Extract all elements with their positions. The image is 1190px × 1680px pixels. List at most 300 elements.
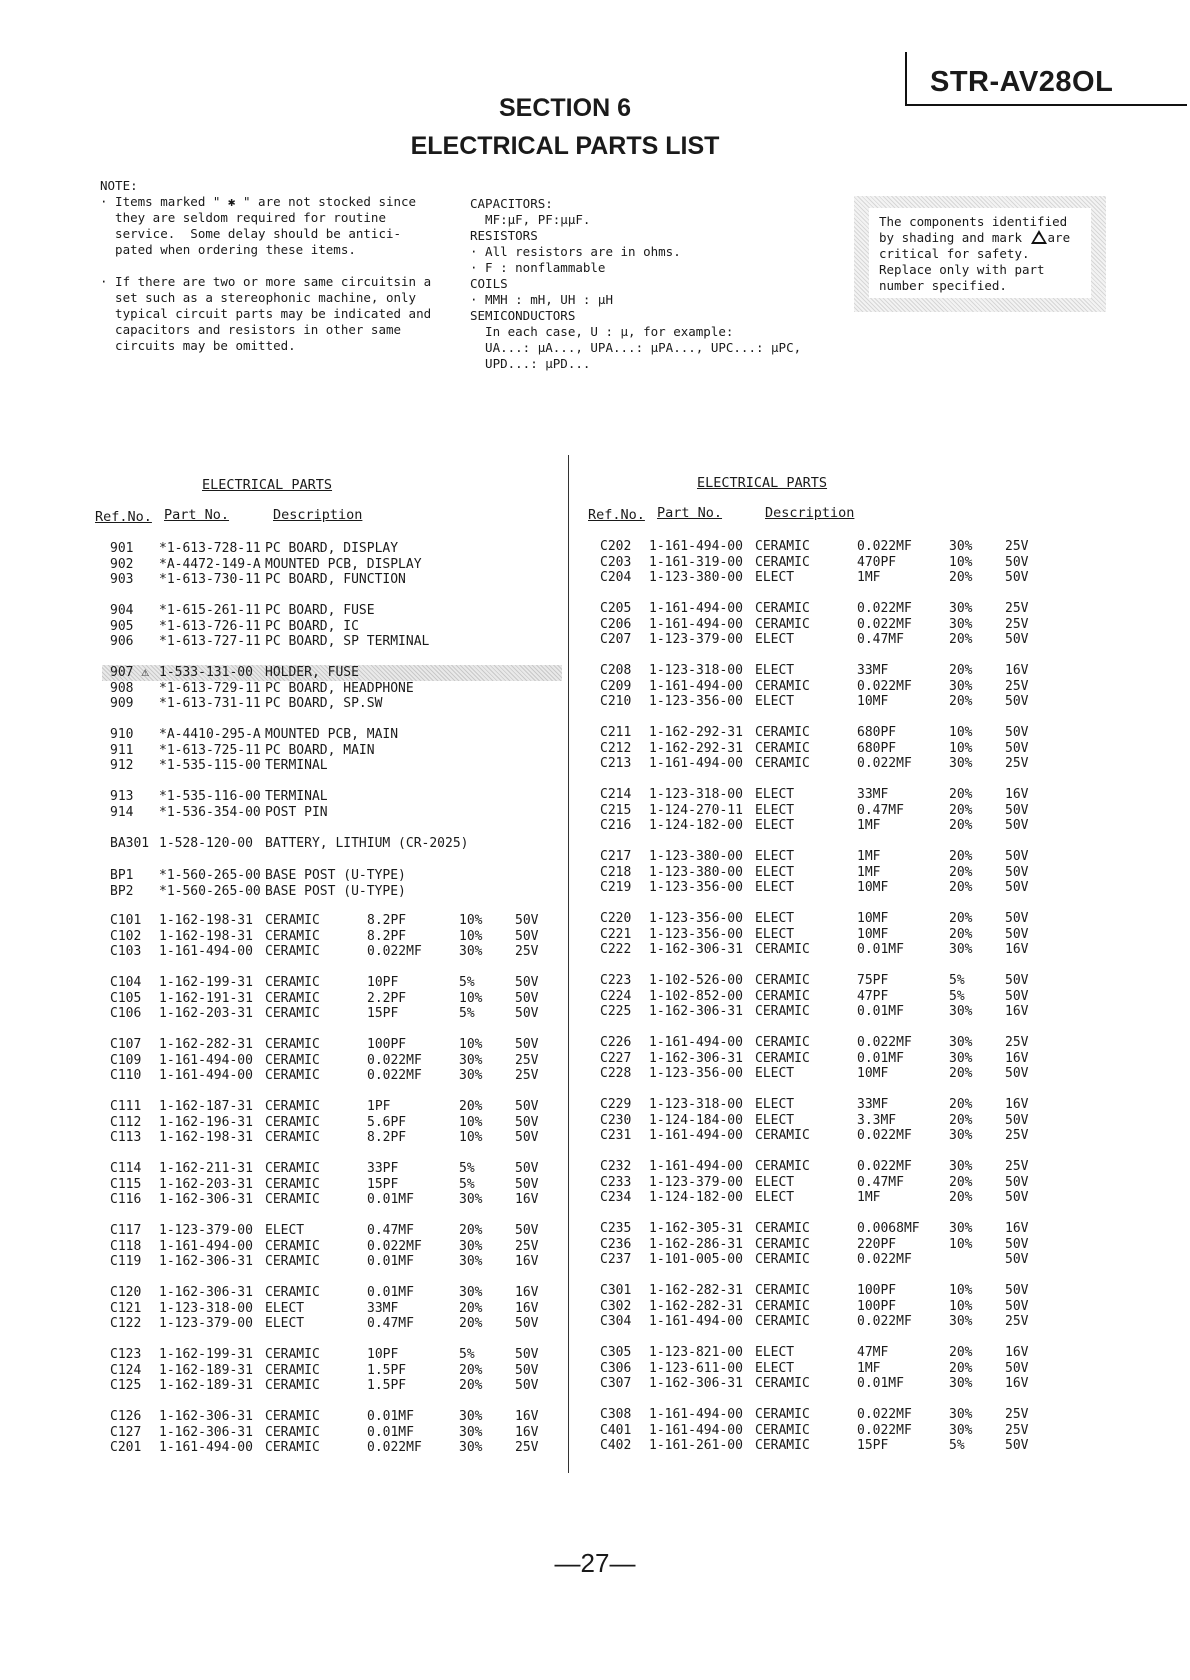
parts-row — [102, 789, 562, 805]
parts-row — [592, 539, 1052, 555]
safety-note-inner — [869, 208, 1091, 298]
value: 0.022MF — [367, 1068, 422, 1084]
ref-no: C118 — [110, 1238, 142, 1254]
tolerance: 30% — [459, 1052, 483, 1068]
parts-row — [102, 665, 562, 681]
tolerance: 20% — [949, 926, 973, 942]
tolerance: 30% — [459, 1409, 483, 1424]
voltage: 25V — [1005, 1422, 1029, 1438]
voltage: 50V — [1005, 1174, 1029, 1190]
part-no: *1-615-261-11 — [159, 603, 261, 618]
description: CERAMIC — [265, 1424, 320, 1440]
voltage: 50V — [1005, 1438, 1029, 1454]
value: 3.3MF — [857, 1112, 897, 1128]
value: 33MF — [367, 1300, 399, 1316]
voltage: 50V — [1005, 1236, 1029, 1252]
part-no: *1-560-265-00 — [159, 883, 261, 899]
value: 8.2PF — [367, 913, 407, 928]
tolerance: 5% — [459, 975, 475, 990]
description: CERAMIC — [265, 975, 320, 990]
part-no: 1-162-292-31 — [649, 725, 743, 740]
part-no: 1-161-494-00 — [649, 1159, 743, 1174]
tolerance: 10% — [459, 913, 483, 928]
ref-no: C227 — [600, 1050, 632, 1066]
value: 0.01MF — [857, 1004, 904, 1020]
part-no: 1-161-494-00 — [649, 539, 743, 554]
part-no: 1-161-494-00 — [159, 944, 253, 960]
ref-no: C224 — [600, 988, 632, 1004]
voltage: 50V — [515, 1161, 539, 1176]
value: 1MF — [857, 864, 881, 880]
voltage: 50V — [1005, 988, 1029, 1004]
tolerance: 10% — [459, 928, 483, 944]
value: 100PF — [857, 1283, 897, 1298]
voltage: 50V — [1005, 632, 1029, 648]
ref-no: BA301 — [110, 836, 150, 851]
part-no: 1-162-306-31 — [159, 1409, 253, 1424]
description: CERAMIC — [755, 616, 810, 632]
voltage: 50V — [515, 1130, 539, 1146]
value: 0.022MF — [857, 1035, 912, 1050]
description: CERAMIC — [265, 1440, 320, 1456]
ref-no: C402 — [600, 1438, 632, 1454]
parts-row — [592, 880, 1052, 896]
value: 10MF — [857, 694, 889, 710]
part-no: *1-613-728-11 — [159, 541, 261, 556]
ref-no: C103 — [110, 944, 142, 960]
parts-row — [102, 1316, 562, 1332]
voltage: 16V — [1005, 1376, 1029, 1392]
parts-row — [592, 1004, 1052, 1020]
tolerance: 20% — [949, 787, 973, 802]
ref-no: C210 — [600, 694, 632, 710]
ref-no: C218 — [600, 864, 632, 880]
voltage: 25V — [1005, 1159, 1029, 1174]
description: ELECT — [755, 880, 795, 896]
description: CERAMIC — [265, 1362, 320, 1378]
tolerance: 20% — [949, 818, 973, 834]
parts-row — [102, 1440, 562, 1456]
voltage: 50V — [515, 1099, 539, 1114]
value: 0.47MF — [857, 632, 904, 648]
part-no: 1-123-379-00 — [649, 632, 743, 648]
value: 1.5PF — [367, 1378, 407, 1394]
tolerance: 5% — [459, 1161, 475, 1176]
description: CERAMIC — [265, 1006, 320, 1022]
tolerance: 30% — [459, 944, 483, 960]
parts-row — [102, 696, 562, 712]
value: 15PF — [367, 1176, 399, 1192]
ref-no: C106 — [110, 1006, 142, 1022]
value: 470PF — [857, 554, 897, 570]
parts-row — [102, 1037, 562, 1053]
parts-row — [102, 929, 562, 945]
part-no: 1-124-182-00 — [649, 818, 743, 834]
voltage: 16V — [515, 1409, 539, 1424]
value: 10PF — [367, 975, 399, 990]
description: ELECT — [755, 1097, 795, 1112]
ref-no: C117 — [110, 1223, 142, 1238]
voltage: 50V — [1005, 911, 1029, 926]
part-no: 1-162-282-31 — [649, 1298, 743, 1314]
ref-no: C204 — [600, 570, 632, 586]
part-no: 1-161-494-00 — [649, 1314, 743, 1330]
ref-no: C214 — [600, 787, 632, 802]
part-no: 1-123-318-00 — [649, 663, 743, 678]
parts-row — [102, 944, 562, 960]
description: PC BOARD, IC — [265, 618, 359, 634]
ref-no: C229 — [600, 1097, 632, 1112]
part-no: 1-123-380-00 — [649, 570, 743, 586]
tolerance: 30% — [949, 1128, 973, 1144]
ref-no: C304 — [600, 1314, 632, 1330]
ref-no: C237 — [600, 1252, 632, 1268]
ref-no: 911 — [110, 742, 134, 758]
description: TERMINAL — [265, 789, 328, 804]
parts-row — [102, 743, 562, 759]
voltage: 50V — [515, 1362, 539, 1378]
part-no: 1-123-379-00 — [159, 1316, 253, 1332]
part-no: 1-161-494-00 — [649, 756, 743, 772]
description: ELECT — [755, 663, 795, 678]
value: 0.022MF — [857, 678, 912, 694]
tolerance: 20% — [949, 1066, 973, 1082]
voltage: 50V — [1005, 849, 1029, 864]
parts-row — [102, 557, 562, 573]
value: 33MF — [857, 663, 889, 678]
tolerance: 30% — [949, 1035, 973, 1050]
value: 0.47MF — [367, 1316, 414, 1332]
part-no: 1-161-494-00 — [649, 1035, 743, 1050]
voltage: 50V — [1005, 570, 1029, 586]
parts-row — [592, 803, 1052, 819]
ref-no: C207 — [600, 632, 632, 648]
parts-row — [102, 1254, 562, 1270]
part-no: 1-161-494-00 — [649, 601, 743, 616]
voltage: 50V — [1005, 802, 1029, 818]
parts-row — [592, 1361, 1052, 1377]
parts-row — [102, 1285, 562, 1301]
tolerance: 30% — [949, 1004, 973, 1020]
part-no: 1-162-306-31 — [649, 1050, 743, 1066]
right-ref-header: Ref.No. — [588, 507, 645, 523]
ref-no: 902 — [110, 556, 134, 572]
voltage: 50V — [1005, 725, 1029, 740]
parts-row — [592, 1314, 1052, 1330]
part-no: 1-123-821-00 — [649, 1345, 743, 1360]
description: CERAMIC — [265, 1409, 320, 1424]
parts-row — [592, 1159, 1052, 1175]
description: ELECT — [265, 1223, 305, 1238]
voltage: 25V — [515, 944, 539, 960]
voltage: 16V — [1005, 1004, 1029, 1020]
tolerance: 20% — [459, 1099, 483, 1114]
description: CERAMIC — [265, 1068, 320, 1084]
part-no: 1-124-182-00 — [649, 1190, 743, 1206]
ref-no: C120 — [110, 1285, 142, 1300]
ref-no: BP2 — [110, 883, 134, 899]
value: 220PF — [857, 1236, 897, 1252]
right-part-header: Part No. — [657, 505, 723, 521]
part-no: 1-124-270-11 — [649, 802, 743, 818]
value: 0.022MF — [367, 944, 422, 960]
value: 0.022MF — [857, 1407, 912, 1422]
part-no: 1-162-306-31 — [159, 1192, 253, 1208]
description: CERAMIC — [755, 1438, 810, 1454]
description: ELECT — [755, 1190, 795, 1206]
description: CERAMIC — [755, 973, 810, 988]
tolerance: 10% — [949, 1283, 973, 1298]
part-no: 1-162-198-31 — [159, 1130, 253, 1146]
tolerance: 20% — [949, 570, 973, 586]
part-no: 1-161-261-00 — [649, 1438, 743, 1454]
parts-row — [592, 632, 1052, 648]
ref-no: C111 — [110, 1099, 142, 1114]
part-no: 1-102-852-00 — [649, 988, 743, 1004]
description: CERAMIC — [265, 944, 320, 960]
part-no: 1-123-356-00 — [649, 911, 743, 926]
ref-no: C116 — [110, 1192, 142, 1208]
description: CERAMIC — [755, 756, 810, 772]
tolerance: 10% — [459, 1114, 483, 1130]
parts-row — [592, 756, 1052, 772]
part-no: 1-123-318-00 — [159, 1300, 253, 1316]
description: CERAMIC — [755, 1221, 810, 1236]
description: CERAMIC — [265, 1161, 320, 1176]
parts-row — [592, 679, 1052, 695]
part-no: 1-162-198-31 — [159, 913, 253, 928]
description: CERAMIC — [755, 678, 810, 694]
parts-row — [102, 1177, 562, 1193]
safety-are: are — [1047, 230, 1071, 245]
parts-row — [592, 1221, 1052, 1237]
value: 0.01MF — [857, 1376, 904, 1392]
column-divider — [568, 455, 569, 1473]
parts-row — [592, 1438, 1052, 1454]
voltage: 16V — [1005, 1221, 1029, 1236]
voltage: 25V — [515, 1068, 539, 1084]
voltage: 50V — [1005, 1298, 1029, 1314]
part-no: 1-162-187-31 — [159, 1099, 253, 1114]
description: CERAMIC — [755, 554, 810, 570]
description: CERAMIC — [755, 1035, 810, 1050]
ref-no: C215 — [600, 802, 632, 818]
description: ELECT — [755, 1112, 795, 1128]
ref-no: C308 — [600, 1407, 632, 1422]
parts-row — [592, 1113, 1052, 1129]
part-no: 1-123-356-00 — [649, 880, 743, 896]
value: 2.2PF — [367, 990, 407, 1006]
description: ELECT — [755, 1345, 795, 1360]
parts-row — [592, 1175, 1052, 1191]
description: CERAMIC — [755, 1298, 810, 1314]
part-no: 1-533-131-00 — [159, 665, 253, 680]
voltage: 25V — [1005, 1314, 1029, 1330]
value: 15PF — [367, 1006, 399, 1022]
tolerance: 10% — [459, 1037, 483, 1052]
parts-row — [592, 973, 1052, 989]
voltage: 25V — [1005, 1128, 1029, 1144]
description: PC BOARD, DISPLAY — [265, 541, 399, 556]
part-no: 1-123-380-00 — [649, 849, 743, 864]
voltage: 50V — [515, 928, 539, 944]
ref-no: C104 — [110, 975, 142, 990]
voltage: 16V — [1005, 787, 1029, 802]
description: CERAMIC — [265, 1037, 320, 1052]
ref-no: 910 — [110, 727, 134, 742]
parts-row — [102, 1409, 562, 1425]
value: 1MF — [857, 570, 881, 586]
tolerance: 30% — [459, 1440, 483, 1456]
part-no: 1-162-286-31 — [649, 1236, 743, 1252]
description: CERAMIC — [755, 1407, 810, 1422]
description: CERAMIC — [265, 990, 320, 1006]
value: 10MF — [857, 926, 889, 942]
part-no: 1-123-356-00 — [649, 1066, 743, 1082]
ref-no: C211 — [600, 725, 632, 740]
part-no: *1-536-354-00 — [159, 804, 261, 820]
ref-no: C230 — [600, 1112, 632, 1128]
part-no: *1-613-730-11 — [159, 572, 261, 588]
tolerance: 10% — [459, 1130, 483, 1146]
value: 100PF — [367, 1037, 407, 1052]
ref-no: C127 — [110, 1424, 142, 1440]
safety-note-box — [854, 196, 1106, 312]
list-title: ELECTRICAL PARTS LIST — [410, 132, 720, 160]
parts-row — [592, 818, 1052, 834]
tolerance: 30% — [949, 678, 973, 694]
ref-no: C226 — [600, 1035, 632, 1050]
voltage: 50V — [1005, 1112, 1029, 1128]
voltage: 25V — [1005, 1035, 1029, 1050]
parts-row — [102, 805, 562, 821]
parts-row — [102, 1115, 562, 1131]
safety-line-4: Replace only with part — [879, 262, 1045, 277]
parts-row — [592, 663, 1052, 679]
parts-row — [592, 1066, 1052, 1082]
ref-no: C203 — [600, 554, 632, 570]
right-desc-header: Description — [765, 505, 855, 521]
voltage: 50V — [1005, 694, 1029, 710]
tolerance: 30% — [459, 1192, 483, 1208]
ref-no: C122 — [110, 1316, 142, 1332]
parts-row — [592, 1423, 1052, 1439]
parts-row — [102, 1068, 562, 1084]
parts-row — [102, 603, 562, 619]
parts-row — [592, 570, 1052, 586]
description: CERAMIC — [265, 1378, 320, 1394]
ref-no: C102 — [110, 928, 142, 944]
voltage: 16V — [515, 1300, 539, 1316]
tolerance: 20% — [949, 632, 973, 648]
part-no: 1-162-306-31 — [649, 1376, 743, 1392]
description: CERAMIC — [265, 1254, 320, 1270]
value: 100PF — [857, 1298, 897, 1314]
part-no: *A-4472-149-A — [159, 556, 261, 572]
description: CERAMIC — [265, 1130, 320, 1146]
voltage: 16V — [1005, 1345, 1029, 1360]
parts-row — [592, 1190, 1052, 1206]
description: CERAMIC — [265, 1285, 320, 1300]
parts-row — [592, 1299, 1052, 1315]
tolerance: 30% — [459, 1068, 483, 1084]
ref-no: C124 — [110, 1362, 142, 1378]
ref-no: C201 — [110, 1440, 142, 1456]
parts-row — [102, 913, 562, 929]
part-no: 1-123-379-00 — [159, 1223, 253, 1238]
part-no: 1-161-494-00 — [649, 616, 743, 632]
description: CERAMIC — [755, 1004, 810, 1020]
left-column-title: ELECTRICAL PARTS — [202, 477, 333, 493]
value: 10MF — [857, 911, 889, 926]
ref-no: C223 — [600, 973, 632, 988]
value: 1PF — [367, 1099, 391, 1114]
description: CERAMIC — [755, 1422, 810, 1438]
value: 0.01MF — [367, 1285, 414, 1300]
value: 0.022MF — [857, 616, 912, 632]
description: BASE POST (U-TYPE) — [265, 883, 406, 899]
safety-note-text — [879, 214, 1070, 294]
ref-no: C213 — [600, 756, 632, 772]
parts-row — [102, 1363, 562, 1379]
value: 1MF — [857, 1360, 881, 1376]
part-no: 1-162-292-31 — [649, 740, 743, 756]
voltage: 50V — [515, 1006, 539, 1022]
part-no: 1-102-526-00 — [649, 973, 743, 988]
ref-no: C209 — [600, 678, 632, 694]
tolerance: 30% — [949, 539, 973, 554]
parts-row — [102, 1301, 562, 1317]
description: ELECT — [755, 1066, 795, 1082]
value: 1MF — [857, 849, 881, 864]
voltage: 16V — [515, 1254, 539, 1270]
description: CERAMIC — [755, 1159, 810, 1174]
description: CERAMIC — [755, 1236, 810, 1252]
voltage: 50V — [1005, 818, 1029, 834]
tolerance: 20% — [949, 880, 973, 896]
ref-no: 905 — [110, 618, 134, 634]
description: CERAMIC — [265, 1192, 320, 1208]
ref-no: C221 — [600, 926, 632, 942]
part-no: 1-123-379-00 — [649, 1174, 743, 1190]
description: ELECT — [755, 632, 795, 648]
tolerance: 20% — [949, 663, 973, 678]
parts-row — [102, 1425, 562, 1441]
tolerance: 20% — [459, 1300, 483, 1316]
description: ELECT — [265, 1316, 305, 1332]
parts-row — [592, 927, 1052, 943]
safety-line-1: The components identified — [879, 214, 1068, 229]
ref-no: 909 — [110, 696, 134, 712]
value: 33PF — [367, 1161, 399, 1176]
voltage: 25V — [1005, 1407, 1029, 1422]
parts-row — [102, 1006, 562, 1022]
part-no: 1-124-184-00 — [649, 1112, 743, 1128]
value: 0.022MF — [857, 1159, 912, 1174]
parts-row — [592, 741, 1052, 757]
tolerance: 20% — [949, 1174, 973, 1190]
description: CERAMIC — [265, 1052, 320, 1068]
tolerance: 5% — [459, 1176, 475, 1192]
parts-row — [102, 991, 562, 1007]
parts-row — [102, 1347, 562, 1363]
parts-row — [592, 989, 1052, 1005]
value: 0.022MF — [367, 1238, 422, 1254]
part-no: 1-123-356-00 — [649, 694, 743, 710]
tolerance: 10% — [949, 725, 973, 740]
ref-no: C231 — [600, 1128, 632, 1144]
tolerance: 20% — [949, 864, 973, 880]
